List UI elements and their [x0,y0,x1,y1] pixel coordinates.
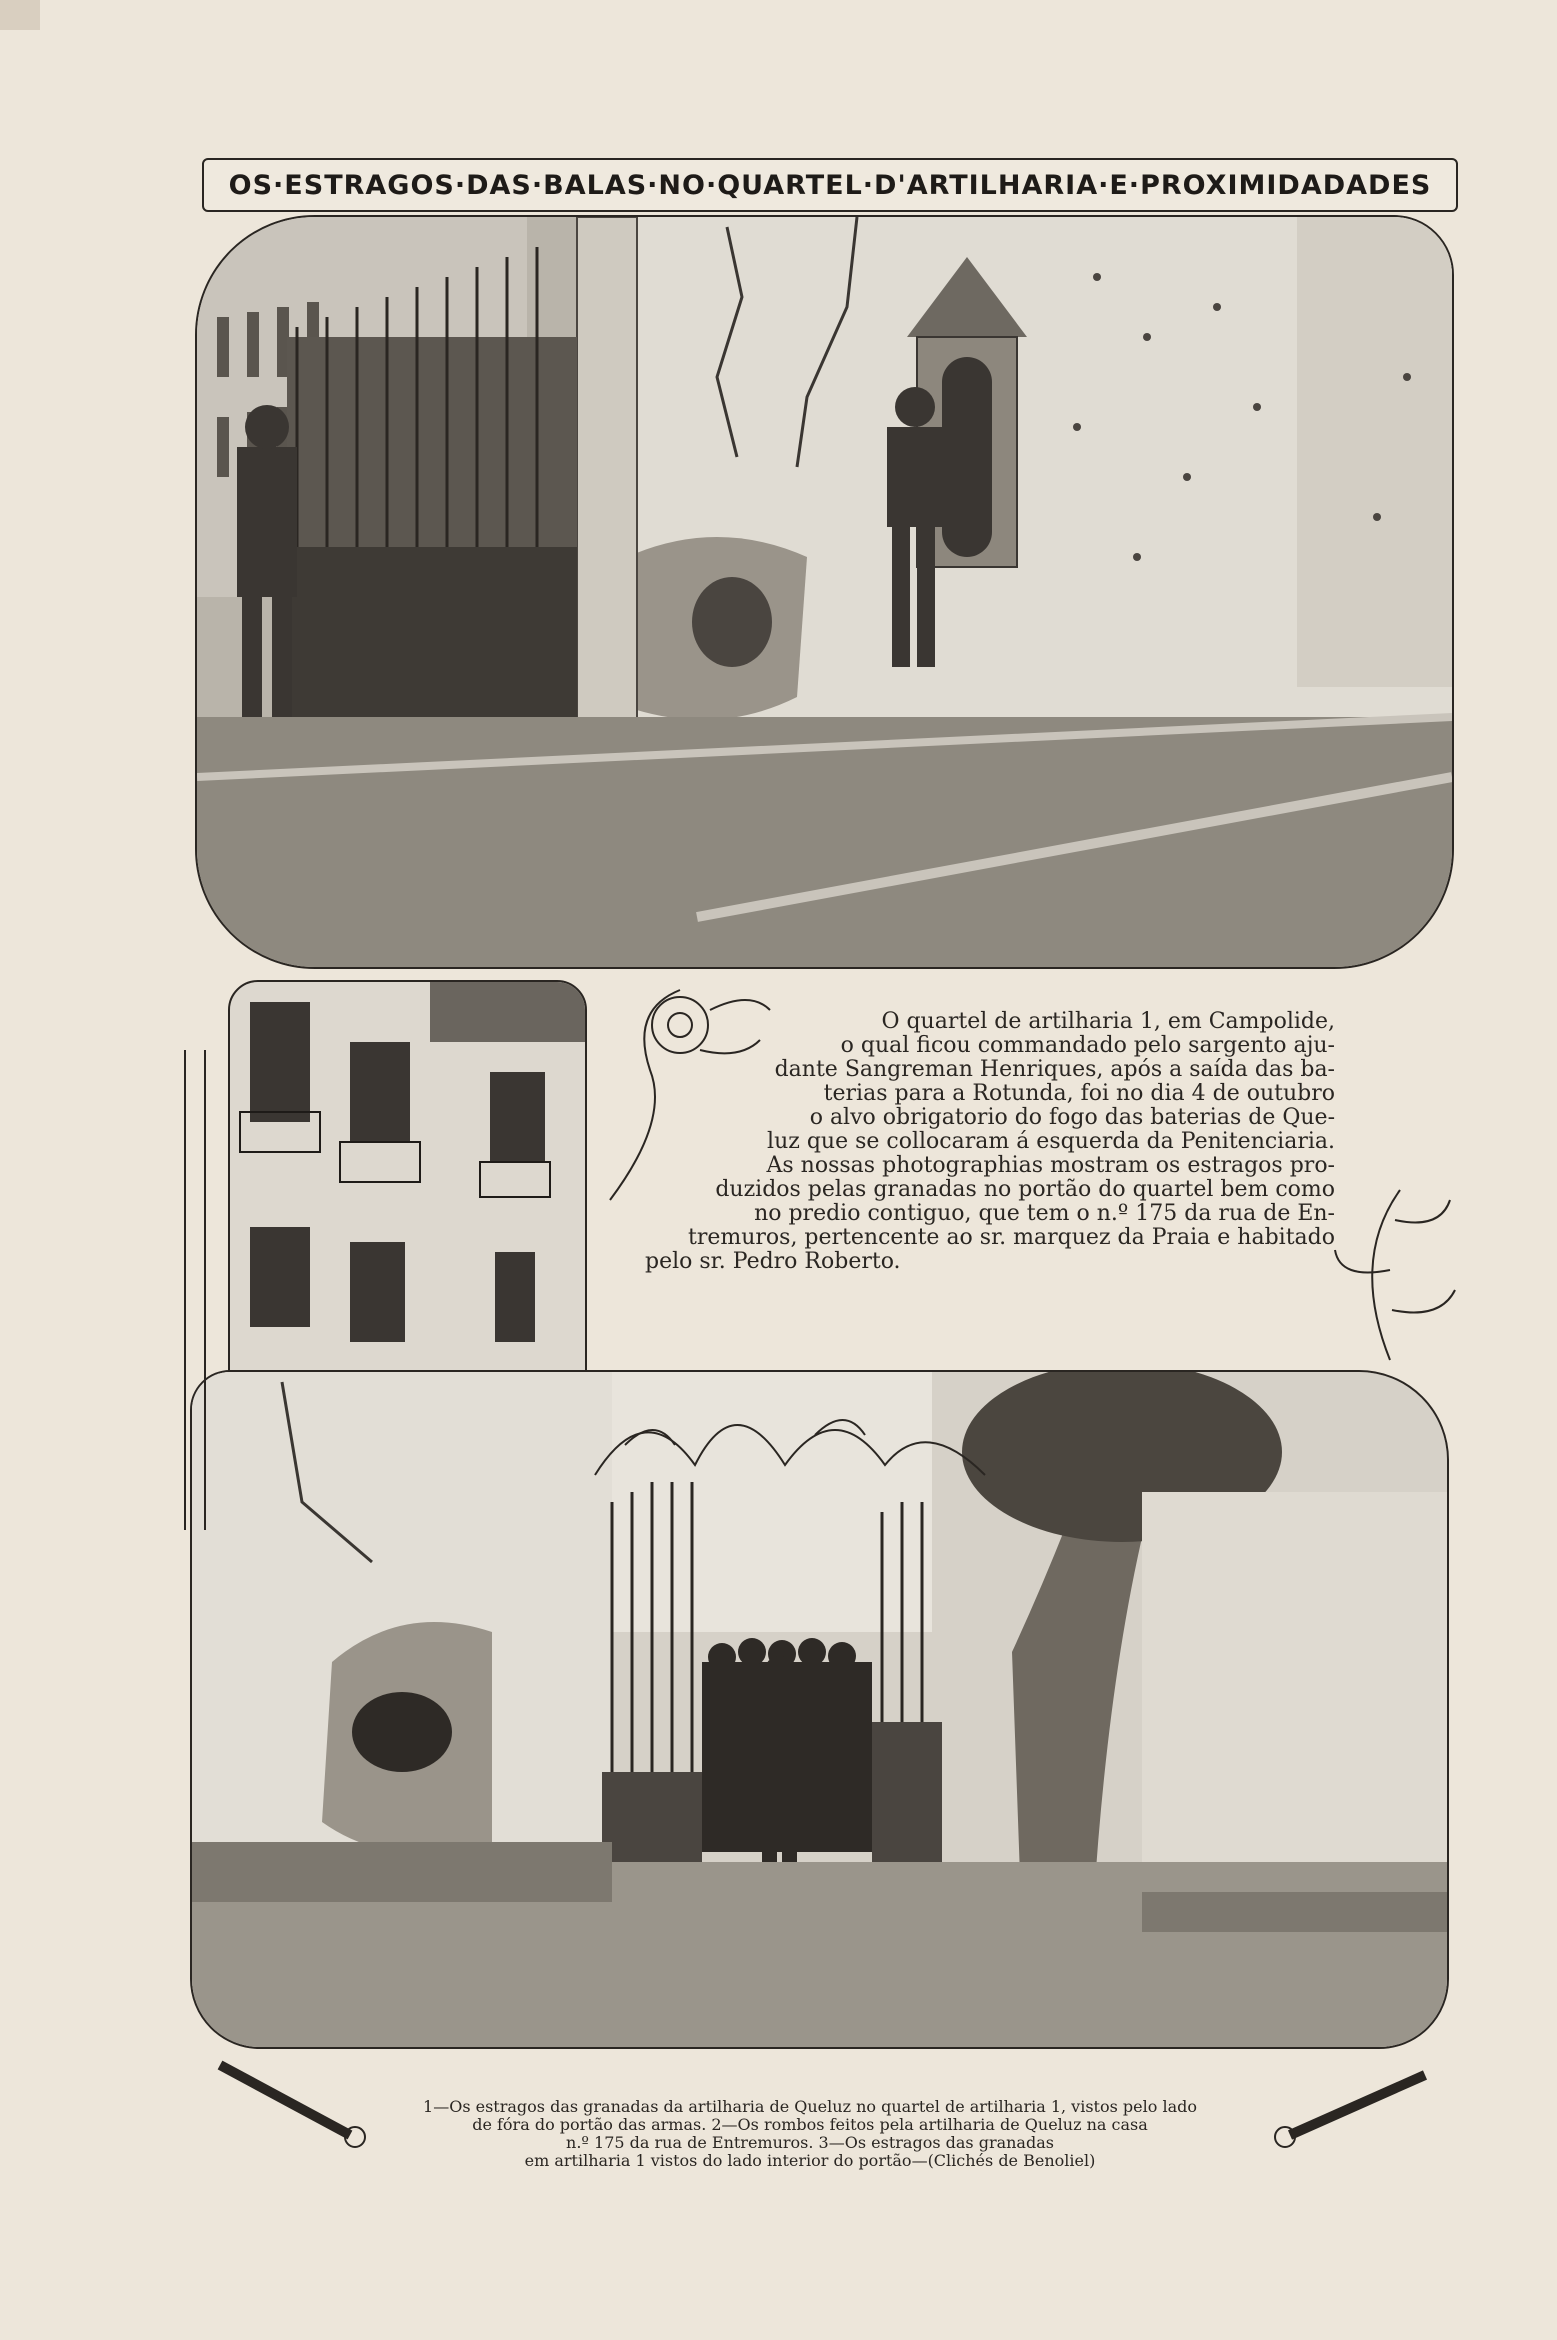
caption-line: n.º 175 da rua de Entremuros. 3—Os estragos das granadas [566,2133,1054,2152]
article-line: luz que se collocaram á esquerda da Penitenciaria. [767,1129,1335,1154]
page-title: OS·ESTRAGOS·DAS·BALAS·NO·QUARTEL·D'ARTILHARIA·E·PROXIMIDADADES [228,169,1432,201]
article-line: dante Sangreman Henriques, após a saída das ba- [774,1057,1335,1082]
column-ornament-icon [170,1050,220,1530]
caption-line: de fóra do portão das armas. 2—Os rombos feitos pela artilharia de Queluz na casa [472,2115,1148,2134]
title-banner [202,158,1458,212]
photo-gate-damage [195,215,1454,969]
article-line: terias para a Rotunda, foi no dia 4 de outubro [823,1081,1335,1106]
article-line: O quartel de artilharia 1, em Campolide, [881,1009,1335,1034]
article-line: o qual ficou commandado pelo sargento aju- [840,1033,1335,1058]
torch-ornament-right-icon [1265,2045,1445,2155]
photo-caption [360,2098,1260,2170]
article-body [595,1010,1335,1274]
article-line: duzidos pelas granadas no portão do quartel bem como [715,1177,1335,1202]
leaf-ornament-icon [585,1355,1005,1495]
torn-corner [0,0,40,30]
caption-line: em artilharia 1 vistos do lado interior do portão—(Clichés de Benoliel) [524,2151,1096,2170]
article-line: pelo sr. Pedro Roberto. [645,1249,901,1274]
leaf-ornament-right-icon [1330,1180,1460,1370]
caption-line: 1—Os estragos das granadas da artilharia de Queluz no quartel de artilharia 1, vistos pelo lado [423,2097,1197,2116]
article-line: o alvo obrigatorio do fogo das baterias de Que- [809,1105,1335,1130]
article-line: tremuros, pertencente ao sr. marquez da Praia e habitado [687,1225,1335,1250]
torch-ornament-left-icon [200,2045,370,2155]
article-line: As nossas photographias mostram os estragos pro- [766,1153,1335,1178]
article-line: no predio contiguo, que tem o n.º 175 da rua de En- [754,1201,1335,1226]
